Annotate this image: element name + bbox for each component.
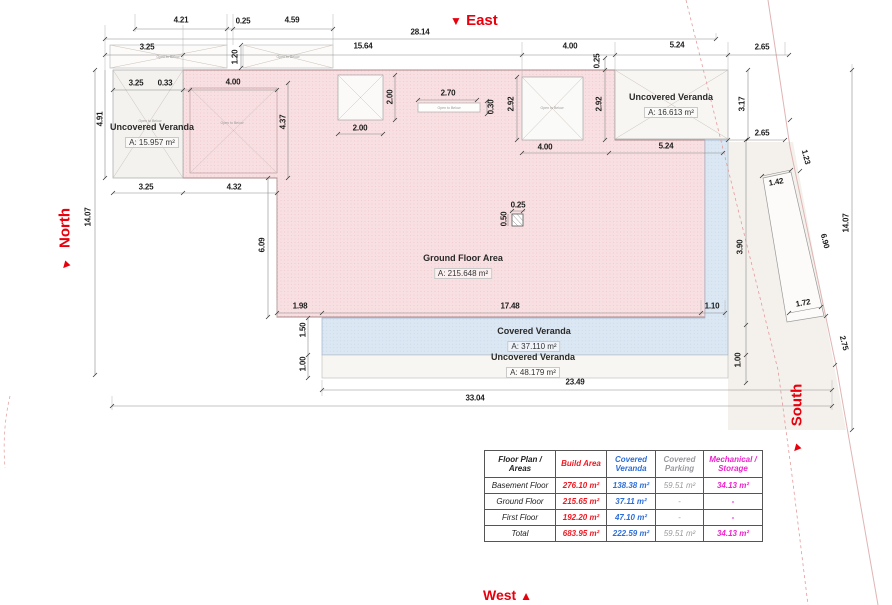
- dim-label: 1.10: [704, 301, 720, 311]
- compass-west-label: West: [483, 587, 517, 603]
- dim-label: 15.64: [353, 41, 373, 51]
- row-label: Total: [485, 526, 556, 542]
- micro-annotation: Open to Below: [220, 121, 244, 125]
- micro-annotation: Open to Below: [540, 106, 564, 110]
- mechanical-storage-value: -: [704, 510, 763, 526]
- compass-east: [450, 12, 498, 29]
- dim-label: 1.20: [230, 49, 240, 65]
- dim-label: 3.17: [737, 96, 747, 112]
- dim-label: 23.49: [565, 377, 585, 387]
- dim-label: 4.00: [537, 142, 553, 152]
- dim-label: 0.25: [235, 16, 251, 26]
- area-value: A: 48.179 m²: [506, 367, 560, 378]
- area-value: A: 215.648 m²: [434, 268, 492, 279]
- table-row: [485, 526, 763, 542]
- dim-label: 28.14: [410, 27, 430, 37]
- row-label: Ground Floor: [485, 494, 556, 510]
- dim-label: 2.75: [837, 334, 851, 352]
- table-header-covered-veranda: Covered Veranda: [607, 451, 656, 478]
- dim-label: 1.98: [292, 301, 308, 311]
- dim-label: 1.00: [733, 352, 743, 368]
- area-label-uncovered-veranda-right: [629, 92, 713, 120]
- dim-label: 2.00: [352, 123, 368, 133]
- compass-east-label: East: [466, 12, 498, 29]
- area-label-uncovered-veranda-bottom: [491, 352, 575, 380]
- area-label-ground-floor: [423, 253, 503, 281]
- dim-label: 2.65: [754, 42, 770, 52]
- dim-label: 1.50: [298, 322, 308, 338]
- table-header-mechanical-storage: Mechanical / Storage: [704, 451, 763, 478]
- north-arrow-icon: ▼: [56, 255, 76, 275]
- dim-label: 4.37: [278, 114, 288, 130]
- dim-label: 4.59: [284, 15, 300, 25]
- dim-label: 0.30: [486, 99, 496, 115]
- area-value: A: 15.957 m²: [125, 137, 179, 148]
- dim-label: 33.04: [465, 393, 485, 403]
- dim-label: 6.09: [257, 237, 267, 253]
- dim-label: 17.48: [500, 301, 520, 311]
- mechanical-storage-value: -: [704, 494, 763, 510]
- area-value: A: 37.110 m²: [507, 341, 560, 352]
- area-title: Uncovered Veranda: [490, 352, 576, 362]
- dim-label: 1.23: [799, 148, 813, 166]
- dim-label: 3.25: [128, 78, 144, 88]
- dim-label: 2.00: [385, 89, 395, 105]
- plot-boundary-west-curve: [4, 396, 10, 468]
- dim-label: 5.24: [658, 141, 674, 151]
- dim-label: 14.07: [83, 207, 93, 227]
- build-area-value: 683.95 m²: [556, 526, 607, 542]
- dim-label: 6.90: [818, 232, 832, 250]
- area-label-uncovered-veranda-left: [110, 122, 194, 150]
- dim-label: 2.65: [754, 128, 770, 138]
- dim-label: 1.00: [298, 356, 308, 372]
- build-area-value: 276.10 m²: [556, 478, 607, 494]
- west-arrow-icon: ▲: [520, 589, 532, 603]
- micro-annotation: Open to Below: [276, 55, 300, 59]
- dim-label: 5.24: [669, 40, 685, 50]
- area-value: A: 16.613 m²: [644, 107, 698, 118]
- covered-veranda-value: 47.10 m²: [607, 510, 656, 526]
- compass-south-label: South: [788, 383, 806, 427]
- table-header-row: [485, 451, 763, 478]
- dim-label: 2.92: [594, 96, 604, 112]
- dim-label: 4.91: [95, 111, 105, 127]
- area-label-covered-veranda: [497, 326, 571, 354]
- covered-parking-value: 59.51 m²: [656, 478, 704, 494]
- micro-annotation: Open to Below: [156, 55, 180, 59]
- compass-west: [483, 587, 532, 603]
- table-header-floor-plan: Floor Plan / Areas: [485, 451, 556, 478]
- area-title: Uncovered Veranda: [628, 92, 714, 102]
- compass-north: [57, 208, 74, 248]
- table-header-build-area: Build Area: [556, 451, 607, 478]
- dim-label: 0.25: [592, 53, 602, 69]
- dim-label: 1.72: [794, 297, 812, 309]
- compass-north-label: North: [56, 208, 74, 248]
- table-row: [485, 510, 763, 526]
- dim-label: 14.07: [841, 213, 851, 233]
- compass-south: [789, 384, 806, 427]
- mechanical-storage-value: 34.13 m²: [704, 478, 763, 494]
- covered-veranda-value: 138.38 m²: [607, 478, 656, 494]
- dim-label: 3.25: [139, 42, 155, 52]
- mechanical-storage-value: 34.13 m²: [704, 526, 763, 542]
- dim-label: 0.50: [499, 211, 509, 227]
- area-title: Ground Floor Area: [423, 253, 503, 263]
- table-row: [485, 494, 763, 510]
- table-header-covered-parking: Covered Parking: [656, 451, 704, 478]
- micro-annotation: Open to Below: [138, 119, 162, 123]
- dim-label: 4.00: [225, 77, 241, 87]
- dim-label: 1.42: [767, 176, 785, 188]
- covered-veranda-value: 222.59 m²: [607, 526, 656, 542]
- covered-parking-value: -: [656, 510, 704, 526]
- area-title: Covered Veranda: [497, 326, 571, 336]
- build-area-value: 215.65 m²: [556, 494, 607, 510]
- build-area-value: 192.20 m²: [556, 510, 607, 526]
- covered-parking-value: 59.51 m²: [656, 526, 704, 542]
- east-arrow-icon: ▼: [450, 14, 462, 28]
- dim-label: 2.92: [506, 96, 516, 112]
- dim-label: 0.33: [157, 78, 173, 88]
- dim-label: 4.00: [562, 41, 578, 51]
- dim-label: 0.25: [510, 200, 526, 210]
- dim-label: 4.21: [173, 15, 189, 25]
- dim-label: 4.32: [226, 182, 242, 192]
- dim-label: 3.25: [138, 182, 154, 192]
- covered-parking-value: -: [656, 494, 704, 510]
- micro-annotation: Open to Below: [437, 106, 461, 110]
- area-title: Uncovered Veranda: [109, 122, 195, 132]
- row-label: First Floor: [485, 510, 556, 526]
- areas-summary-table: [484, 450, 763, 542]
- dim-label: 2.70: [440, 88, 456, 98]
- south-arrow-icon: ▼: [787, 438, 807, 458]
- table-row: [485, 478, 763, 494]
- dim-label: 3.90: [735, 239, 745, 255]
- row-label: Basement Floor: [485, 478, 556, 494]
- covered-veranda-value: 37.11 m²: [607, 494, 656, 510]
